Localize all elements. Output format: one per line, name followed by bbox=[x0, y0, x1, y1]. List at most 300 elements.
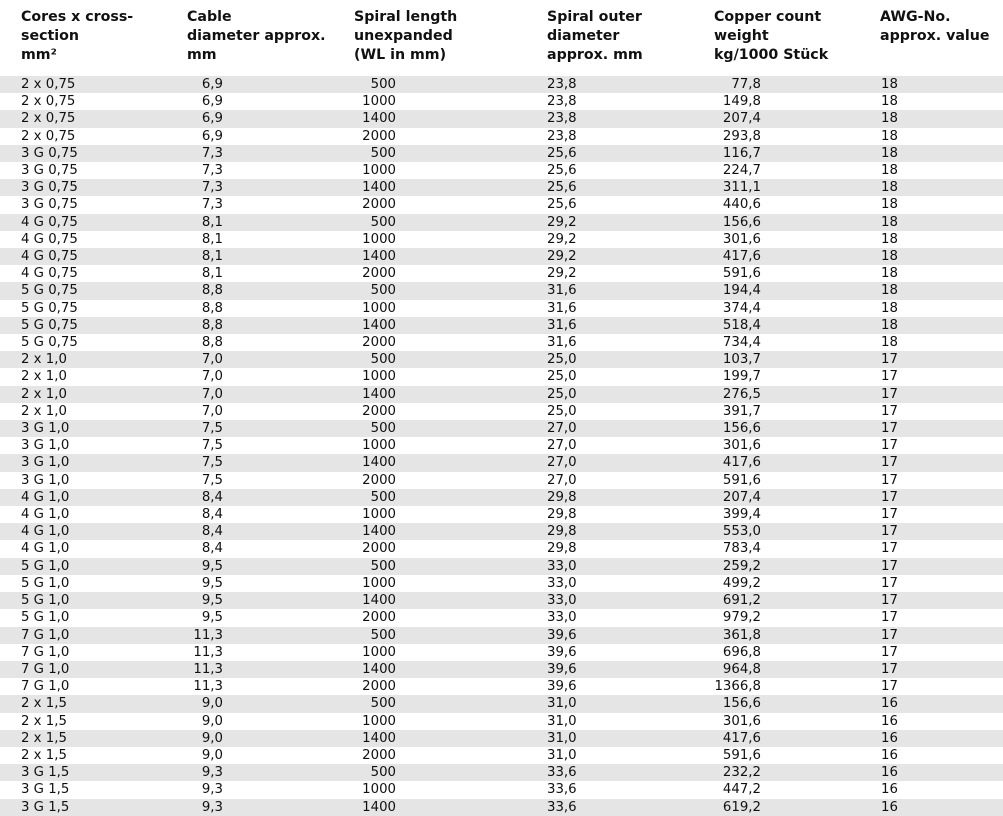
spiral-outer-diameter-cell: 39,6 bbox=[545, 627, 712, 644]
spiral-length-cell: 1000 bbox=[353, 162, 545, 179]
copper-weight-cell: 199,7 bbox=[712, 368, 879, 385]
awg-number-cell: 17 bbox=[879, 403, 1003, 420]
awg-number-cell: 17 bbox=[879, 540, 1003, 557]
spiral-outer-diameter-cell: 27,0 bbox=[545, 454, 712, 471]
cable-diameter-cell: 7,3 bbox=[186, 145, 353, 162]
copper-weight-cell: 619,2 bbox=[712, 799, 879, 816]
table-row bbox=[0, 472, 1003, 489]
awg-number-cell: 17 bbox=[879, 472, 1003, 489]
spiral-outer-diameter-cell: 33,6 bbox=[545, 781, 712, 798]
copper-weight-cell: 103,7 bbox=[712, 351, 879, 368]
cores-cross-section-cell: 5 G 0,75 bbox=[0, 317, 186, 334]
copper-weight-cell: 149,8 bbox=[712, 93, 879, 110]
cores-cross-section-cell: 2 x 0,75 bbox=[0, 93, 186, 110]
cores-cross-section-cell: 5 G 1,0 bbox=[0, 592, 186, 609]
cable-diameter-cell: 8,1 bbox=[186, 214, 353, 231]
spiral-outer-diameter-cell: 39,6 bbox=[545, 644, 712, 661]
copper-weight-cell: 553,0 bbox=[712, 523, 879, 540]
spiral-outer-diameter-cell: 25,0 bbox=[545, 368, 712, 385]
spiral-length-cell: 2000 bbox=[353, 747, 545, 764]
spiral-outer-diameter-cell: 25,6 bbox=[545, 196, 712, 213]
table-row bbox=[0, 248, 1003, 265]
awg-number-cell: 16 bbox=[879, 747, 1003, 764]
copper-weight-cell: 156,6 bbox=[712, 420, 879, 437]
spiral-outer-diameter-cell: 33,6 bbox=[545, 764, 712, 781]
cable-diameter-cell: 9,5 bbox=[186, 558, 353, 575]
cores-cross-section-cell: 4 G 1,0 bbox=[0, 523, 186, 540]
cores-cross-section-cell: 2 x 1,0 bbox=[0, 351, 186, 368]
cores-cross-section-cell: 3 G 0,75 bbox=[0, 145, 186, 162]
copper-weight-cell: 399,4 bbox=[712, 506, 879, 523]
spiral-outer-diameter-cell: 25,0 bbox=[545, 386, 712, 403]
table-row bbox=[0, 437, 1003, 454]
cores-cross-section-cell: 5 G 1,0 bbox=[0, 558, 186, 575]
copper-weight-cell: 311,1 bbox=[712, 179, 879, 196]
cores-cross-section-cell: 4 G 1,0 bbox=[0, 489, 186, 506]
table-row bbox=[0, 110, 1003, 127]
spiral-outer-diameter-cell: 29,2 bbox=[545, 231, 712, 248]
spiral-length-cell: 1400 bbox=[353, 454, 545, 471]
cores-cross-section-cell: 2 x 0,75 bbox=[0, 76, 186, 93]
copper-weight-cell: 417,6 bbox=[712, 454, 879, 471]
spiral-length-cell: 1000 bbox=[353, 231, 545, 248]
cable-diameter-cell: 9,0 bbox=[186, 730, 353, 747]
cable-diameter-cell: 6,9 bbox=[186, 128, 353, 145]
awg-number-cell: 18 bbox=[879, 179, 1003, 196]
cores-cross-section-cell: 3 G 1,5 bbox=[0, 764, 186, 781]
table-row bbox=[0, 799, 1003, 816]
copper-weight-cell: 696,8 bbox=[712, 644, 879, 661]
cores-cross-section-cell: 2 x 1,0 bbox=[0, 386, 186, 403]
spiral-length-cell: 2000 bbox=[353, 403, 545, 420]
cable-diameter-cell: 8,1 bbox=[186, 265, 353, 282]
cores-cross-section-cell: 7 G 1,0 bbox=[0, 661, 186, 678]
spiral-outer-diameter-cell: 33,0 bbox=[545, 575, 712, 592]
awg-number-cell: 17 bbox=[879, 661, 1003, 678]
spiral-length-cell: 2000 bbox=[353, 196, 545, 213]
table-row bbox=[0, 678, 1003, 695]
cable-diameter-cell: 11,3 bbox=[186, 661, 353, 678]
awg-number-cell: 18 bbox=[879, 93, 1003, 110]
copper-weight-cell: 591,6 bbox=[712, 747, 879, 764]
copper-weight-cell: 417,6 bbox=[712, 730, 879, 747]
table-row bbox=[0, 713, 1003, 730]
awg-number-cell: 18 bbox=[879, 300, 1003, 317]
table-row bbox=[0, 368, 1003, 385]
cores-cross-section-cell: 3 G 1,0 bbox=[0, 437, 186, 454]
spiral-length-cell: 500 bbox=[353, 558, 545, 575]
spiral-length-cell: 500 bbox=[353, 351, 545, 368]
cable-diameter-cell: 7,5 bbox=[186, 437, 353, 454]
spiral-outer-diameter-cell: 29,2 bbox=[545, 214, 712, 231]
spiral-outer-diameter-cell: 23,8 bbox=[545, 76, 712, 93]
spiral-outer-diameter-cell: 25,6 bbox=[545, 179, 712, 196]
cable-diameter-cell: 7,5 bbox=[186, 420, 353, 437]
awg-number-cell: 18 bbox=[879, 265, 1003, 282]
spiral-length-cell: 1000 bbox=[353, 93, 545, 110]
cable-diameter-cell: 8,4 bbox=[186, 540, 353, 557]
cable-diameter-cell: 9,5 bbox=[186, 609, 353, 626]
cable-diameter-cell: 7,3 bbox=[186, 162, 353, 179]
cores-cross-section-cell: 5 G 0,75 bbox=[0, 334, 186, 351]
table-row bbox=[0, 265, 1003, 282]
awg-number-cell: 18 bbox=[879, 334, 1003, 351]
cable-diameter-cell: 7,0 bbox=[186, 351, 353, 368]
spiral-length-cell: 2000 bbox=[353, 609, 545, 626]
spiral-outer-diameter-cell: 29,8 bbox=[545, 506, 712, 523]
awg-number-cell: 18 bbox=[879, 145, 1003, 162]
copper-weight-cell: 440,6 bbox=[712, 196, 879, 213]
spiral-length-cell: 2000 bbox=[353, 265, 545, 282]
spiral-outer-diameter-cell: 29,8 bbox=[545, 489, 712, 506]
spiral-length-cell: 1000 bbox=[353, 575, 545, 592]
copper-weight-cell: 691,2 bbox=[712, 592, 879, 609]
cores-cross-section-cell: 4 G 0,75 bbox=[0, 214, 186, 231]
awg-number-cell: 16 bbox=[879, 713, 1003, 730]
cable-diameter-cell: 9,0 bbox=[186, 713, 353, 730]
cores-cross-section-cell: 5 G 0,75 bbox=[0, 282, 186, 299]
spiral-length-cell: 2000 bbox=[353, 540, 545, 557]
cable-diameter-cell: 7,0 bbox=[186, 386, 353, 403]
cores-cross-section-cell: 3 G 0,75 bbox=[0, 162, 186, 179]
cable-diameter-cell: 9,0 bbox=[186, 747, 353, 764]
copper-weight-cell: 447,2 bbox=[712, 781, 879, 798]
awg-number-cell: 17 bbox=[879, 506, 1003, 523]
table-row bbox=[0, 128, 1003, 145]
awg-number-cell: 17 bbox=[879, 351, 1003, 368]
copper-weight-cell: 301,6 bbox=[712, 713, 879, 730]
header-spiral-outer-diameter: Spiral outer diameter approx. mm bbox=[547, 9, 643, 63]
awg-number-cell: 18 bbox=[879, 214, 1003, 231]
cores-cross-section-cell: 2 x 1,5 bbox=[0, 730, 186, 747]
spiral-length-cell: 1000 bbox=[353, 368, 545, 385]
table-row bbox=[0, 334, 1003, 351]
cores-cross-section-cell: 5 G 0,75 bbox=[0, 300, 186, 317]
spiral-outer-diameter-cell: 33,0 bbox=[545, 592, 712, 609]
copper-weight-cell: 734,4 bbox=[712, 334, 879, 351]
spiral-outer-diameter-cell: 27,0 bbox=[545, 437, 712, 454]
cable-diameter-cell: 9,5 bbox=[186, 575, 353, 592]
copper-weight-cell: 293,8 bbox=[712, 128, 879, 145]
awg-number-cell: 17 bbox=[879, 437, 1003, 454]
cable-diameter-cell: 9,3 bbox=[186, 764, 353, 781]
cores-cross-section-cell: 2 x 1,5 bbox=[0, 747, 186, 764]
spiral-outer-diameter-cell: 29,2 bbox=[545, 248, 712, 265]
cable-diameter-cell: 7,0 bbox=[186, 403, 353, 420]
copper-weight-cell: 964,8 bbox=[712, 661, 879, 678]
copper-weight-cell: 207,4 bbox=[712, 110, 879, 127]
table-header bbox=[0, 0, 1003, 76]
cable-diameter-cell: 11,3 bbox=[186, 644, 353, 661]
spiral-length-cell: 500 bbox=[353, 282, 545, 299]
cable-diameter-cell: 8,1 bbox=[186, 248, 353, 265]
awg-number-cell: 18 bbox=[879, 231, 1003, 248]
cable-diameter-cell: 7,5 bbox=[186, 454, 353, 471]
copper-weight-cell: 194,4 bbox=[712, 282, 879, 299]
table-row bbox=[0, 317, 1003, 334]
cores-cross-section-cell: 2 x 0,75 bbox=[0, 110, 186, 127]
awg-number-cell: 17 bbox=[879, 644, 1003, 661]
cable-diameter-cell: 8,8 bbox=[186, 282, 353, 299]
awg-number-cell: 17 bbox=[879, 609, 1003, 626]
table-row bbox=[0, 386, 1003, 403]
cable-diameter-cell: 6,9 bbox=[186, 76, 353, 93]
awg-number-cell: 17 bbox=[879, 592, 1003, 609]
cores-cross-section-cell: 3 G 1,0 bbox=[0, 454, 186, 471]
cable-diameter-cell: 8,8 bbox=[186, 300, 353, 317]
cable-diameter-cell: 6,9 bbox=[186, 93, 353, 110]
copper-weight-cell: 783,4 bbox=[712, 540, 879, 557]
cores-cross-section-cell: 5 G 1,0 bbox=[0, 575, 186, 592]
awg-number-cell: 17 bbox=[879, 558, 1003, 575]
spiral-length-cell: 500 bbox=[353, 420, 545, 437]
spiral-length-cell: 1400 bbox=[353, 317, 545, 334]
copper-weight-cell: 156,6 bbox=[712, 214, 879, 231]
awg-number-cell: 16 bbox=[879, 730, 1003, 747]
header-awg-number: AWG-No. approx. value bbox=[880, 9, 990, 44]
spiral-length-cell: 1400 bbox=[353, 110, 545, 127]
awg-number-cell: 18 bbox=[879, 196, 1003, 213]
spiral-outer-diameter-cell: 29,8 bbox=[545, 540, 712, 557]
cores-cross-section-cell: 7 G 1,0 bbox=[0, 644, 186, 661]
table-row bbox=[0, 162, 1003, 179]
copper-weight-cell: 232,2 bbox=[712, 764, 879, 781]
table-row bbox=[0, 661, 1003, 678]
spiral-outer-diameter-cell: 31,0 bbox=[545, 695, 712, 712]
table-row bbox=[0, 730, 1003, 747]
spiral-length-cell: 1000 bbox=[353, 437, 545, 454]
awg-number-cell: 18 bbox=[879, 128, 1003, 145]
spiral-outer-diameter-cell: 33,6 bbox=[545, 799, 712, 816]
cable-diameter-cell: 9,5 bbox=[186, 592, 353, 609]
spiral-length-cell: 500 bbox=[353, 627, 545, 644]
spiral-outer-diameter-cell: 31,6 bbox=[545, 282, 712, 299]
spiral-length-cell: 2000 bbox=[353, 678, 545, 695]
spiral-outer-diameter-cell: 29,8 bbox=[545, 523, 712, 540]
copper-weight-cell: 301,6 bbox=[712, 437, 879, 454]
cores-cross-section-cell: 2 x 1,0 bbox=[0, 403, 186, 420]
spiral-length-cell: 500 bbox=[353, 145, 545, 162]
cable-diameter-cell: 11,3 bbox=[186, 678, 353, 695]
cores-cross-section-cell: 5 G 1,0 bbox=[0, 609, 186, 626]
awg-number-cell: 17 bbox=[879, 575, 1003, 592]
awg-number-cell: 18 bbox=[879, 110, 1003, 127]
spiral-outer-diameter-cell: 27,0 bbox=[545, 420, 712, 437]
cores-cross-section-cell: 3 G 0,75 bbox=[0, 179, 186, 196]
spiral-length-cell: 1000 bbox=[353, 713, 545, 730]
cable-diameter-cell: 7,5 bbox=[186, 472, 353, 489]
spiral-length-cell: 500 bbox=[353, 214, 545, 231]
table-row bbox=[0, 506, 1003, 523]
copper-weight-cell: 391,7 bbox=[712, 403, 879, 420]
spiral-outer-diameter-cell: 23,8 bbox=[545, 128, 712, 145]
awg-number-cell: 16 bbox=[879, 799, 1003, 816]
spiral-length-cell: 2000 bbox=[353, 334, 545, 351]
table-row bbox=[0, 592, 1003, 609]
copper-weight-cell: 374,4 bbox=[712, 300, 879, 317]
cable-diameter-cell: 8,8 bbox=[186, 334, 353, 351]
cores-cross-section-cell: 4 G 1,0 bbox=[0, 540, 186, 557]
spiral-length-cell: 1400 bbox=[353, 179, 545, 196]
header-spiral-length: Spiral length unexpanded (WL in mm) bbox=[354, 9, 458, 63]
copper-weight-cell: 591,6 bbox=[712, 472, 879, 489]
table-row bbox=[0, 764, 1003, 781]
cable-diameter-cell: 11,3 bbox=[186, 627, 353, 644]
cable-diameter-cell: 7,3 bbox=[186, 196, 353, 213]
cable-diameter-cell: 9,3 bbox=[186, 799, 353, 816]
spiral-length-cell: 500 bbox=[353, 695, 545, 712]
spiral-length-cell: 1400 bbox=[353, 592, 545, 609]
cores-cross-section-cell: 7 G 1,0 bbox=[0, 678, 186, 695]
table-row bbox=[0, 351, 1003, 368]
copper-weight-cell: 1366,8 bbox=[712, 678, 879, 695]
spiral-outer-diameter-cell: 33,0 bbox=[545, 609, 712, 626]
awg-number-cell: 17 bbox=[879, 627, 1003, 644]
cable-diameter-cell: 9,3 bbox=[186, 781, 353, 798]
cores-cross-section-cell: 2 x 1,5 bbox=[0, 695, 186, 712]
cable-diameter-cell: 9,0 bbox=[186, 695, 353, 712]
cable-diameter-cell: 6,9 bbox=[186, 110, 353, 127]
awg-number-cell: 17 bbox=[879, 523, 1003, 540]
spiral-length-cell: 1000 bbox=[353, 506, 545, 523]
spiral-length-cell: 2000 bbox=[353, 128, 545, 145]
spiral-outer-diameter-cell: 25,6 bbox=[545, 162, 712, 179]
awg-number-cell: 18 bbox=[879, 317, 1003, 334]
cores-cross-section-cell: 3 G 1,0 bbox=[0, 472, 186, 489]
copper-weight-cell: 259,2 bbox=[712, 558, 879, 575]
spiral-outer-diameter-cell: 33,0 bbox=[545, 558, 712, 575]
awg-number-cell: 17 bbox=[879, 420, 1003, 437]
cores-cross-section-cell: 3 G 1,5 bbox=[0, 799, 186, 816]
cable-diameter-cell: 8,4 bbox=[186, 489, 353, 506]
spiral-length-cell: 1400 bbox=[353, 386, 545, 403]
table-row bbox=[0, 644, 1003, 661]
spiral-length-cell: 1400 bbox=[353, 730, 545, 747]
table-row bbox=[0, 781, 1003, 798]
header-cores-cross-section: Cores x cross- section mm² bbox=[21, 9, 134, 63]
table-row bbox=[0, 575, 1003, 592]
awg-number-cell: 17 bbox=[879, 386, 1003, 403]
cable-diameter-cell: 7,3 bbox=[186, 179, 353, 196]
table-row bbox=[0, 403, 1003, 420]
cores-cross-section-cell: 4 G 0,75 bbox=[0, 231, 186, 248]
awg-number-cell: 16 bbox=[879, 695, 1003, 712]
copper-weight-cell: 979,2 bbox=[712, 609, 879, 626]
copper-weight-cell: 224,7 bbox=[712, 162, 879, 179]
spiral-length-cell: 1000 bbox=[353, 781, 545, 798]
cores-cross-section-cell: 2 x 1,5 bbox=[0, 713, 186, 730]
spiral-outer-diameter-cell: 31,0 bbox=[545, 747, 712, 764]
copper-weight-cell: 116,7 bbox=[712, 145, 879, 162]
awg-number-cell: 17 bbox=[879, 368, 1003, 385]
cores-cross-section-cell: 4 G 1,0 bbox=[0, 506, 186, 523]
awg-number-cell: 16 bbox=[879, 781, 1003, 798]
table-row bbox=[0, 489, 1003, 506]
cable-diameter-cell: 8,4 bbox=[186, 523, 353, 540]
awg-number-cell: 18 bbox=[879, 248, 1003, 265]
spiral-outer-diameter-cell: 39,6 bbox=[545, 661, 712, 678]
spiral-outer-diameter-cell: 23,8 bbox=[545, 110, 712, 127]
table-row bbox=[0, 747, 1003, 764]
header-cable-diameter: Cable diameter approx. mm bbox=[187, 9, 326, 63]
table-row bbox=[0, 558, 1003, 575]
header-copper-count-weight: Copper count weight kg/1000 Stück bbox=[714, 9, 829, 63]
spiral-outer-diameter-cell: 25,0 bbox=[545, 403, 712, 420]
table-row bbox=[0, 627, 1003, 644]
header-row bbox=[0, 0, 1003, 76]
spiral-length-cell: 500 bbox=[353, 489, 545, 506]
table-body bbox=[0, 76, 1003, 816]
copper-weight-cell: 591,6 bbox=[712, 265, 879, 282]
awg-number-cell: 16 bbox=[879, 764, 1003, 781]
cable-diameter-cell: 8,4 bbox=[186, 506, 353, 523]
copper-weight-cell: 77,8 bbox=[712, 76, 879, 93]
spiral-outer-diameter-cell: 31,0 bbox=[545, 730, 712, 747]
spiral-length-cell: 500 bbox=[353, 764, 545, 781]
table-row bbox=[0, 214, 1003, 231]
spiral-outer-diameter-cell: 31,6 bbox=[545, 300, 712, 317]
cores-cross-section-cell: 3 G 0,75 bbox=[0, 196, 186, 213]
table-row bbox=[0, 282, 1003, 299]
spiral-length-cell: 1400 bbox=[353, 248, 545, 265]
copper-weight-cell: 361,8 bbox=[712, 627, 879, 644]
cores-cross-section-cell: 2 x 1,0 bbox=[0, 368, 186, 385]
awg-number-cell: 17 bbox=[879, 454, 1003, 471]
spiral-outer-diameter-cell: 23,8 bbox=[545, 93, 712, 110]
spiral-outer-diameter-cell: 29,2 bbox=[545, 265, 712, 282]
awg-number-cell: 17 bbox=[879, 678, 1003, 695]
cores-cross-section-cell: 3 G 1,0 bbox=[0, 420, 186, 437]
spiral-length-cell: 1000 bbox=[353, 300, 545, 317]
table-row bbox=[0, 609, 1003, 626]
copper-weight-cell: 276,5 bbox=[712, 386, 879, 403]
awg-number-cell: 17 bbox=[879, 489, 1003, 506]
spiral-outer-diameter-cell: 27,0 bbox=[545, 472, 712, 489]
awg-number-cell: 18 bbox=[879, 162, 1003, 179]
cores-cross-section-cell: 2 x 0,75 bbox=[0, 128, 186, 145]
spiral-length-cell: 2000 bbox=[353, 472, 545, 489]
table-row bbox=[0, 454, 1003, 471]
spiral-length-cell: 1000 bbox=[353, 644, 545, 661]
spiral-length-cell: 1400 bbox=[353, 523, 545, 540]
table-row bbox=[0, 300, 1003, 317]
table-row bbox=[0, 231, 1003, 248]
table-row bbox=[0, 196, 1003, 213]
spiral-outer-diameter-cell: 25,6 bbox=[545, 145, 712, 162]
spiral-outer-diameter-cell: 31,0 bbox=[545, 713, 712, 730]
table-row bbox=[0, 540, 1003, 557]
copper-weight-cell: 156,6 bbox=[712, 695, 879, 712]
table-row bbox=[0, 695, 1003, 712]
cores-cross-section-cell: 4 G 0,75 bbox=[0, 265, 186, 282]
copper-weight-cell: 301,6 bbox=[712, 231, 879, 248]
spiral-outer-diameter-cell: 39,6 bbox=[545, 678, 712, 695]
awg-number-cell: 18 bbox=[879, 76, 1003, 93]
table-row bbox=[0, 523, 1003, 540]
cores-cross-section-cell: 7 G 1,0 bbox=[0, 627, 186, 644]
spiral-outer-diameter-cell: 25,0 bbox=[545, 351, 712, 368]
spiral-outer-diameter-cell: 31,6 bbox=[545, 334, 712, 351]
table-row bbox=[0, 179, 1003, 196]
spiral-length-cell: 1400 bbox=[353, 799, 545, 816]
copper-weight-cell: 417,6 bbox=[712, 248, 879, 265]
table-row bbox=[0, 145, 1003, 162]
awg-number-cell: 18 bbox=[879, 282, 1003, 299]
spiral-length-cell: 1400 bbox=[353, 661, 545, 678]
cores-cross-section-cell: 3 G 1,5 bbox=[0, 781, 186, 798]
spiral-length-cell: 500 bbox=[353, 76, 545, 93]
table-row bbox=[0, 93, 1003, 110]
